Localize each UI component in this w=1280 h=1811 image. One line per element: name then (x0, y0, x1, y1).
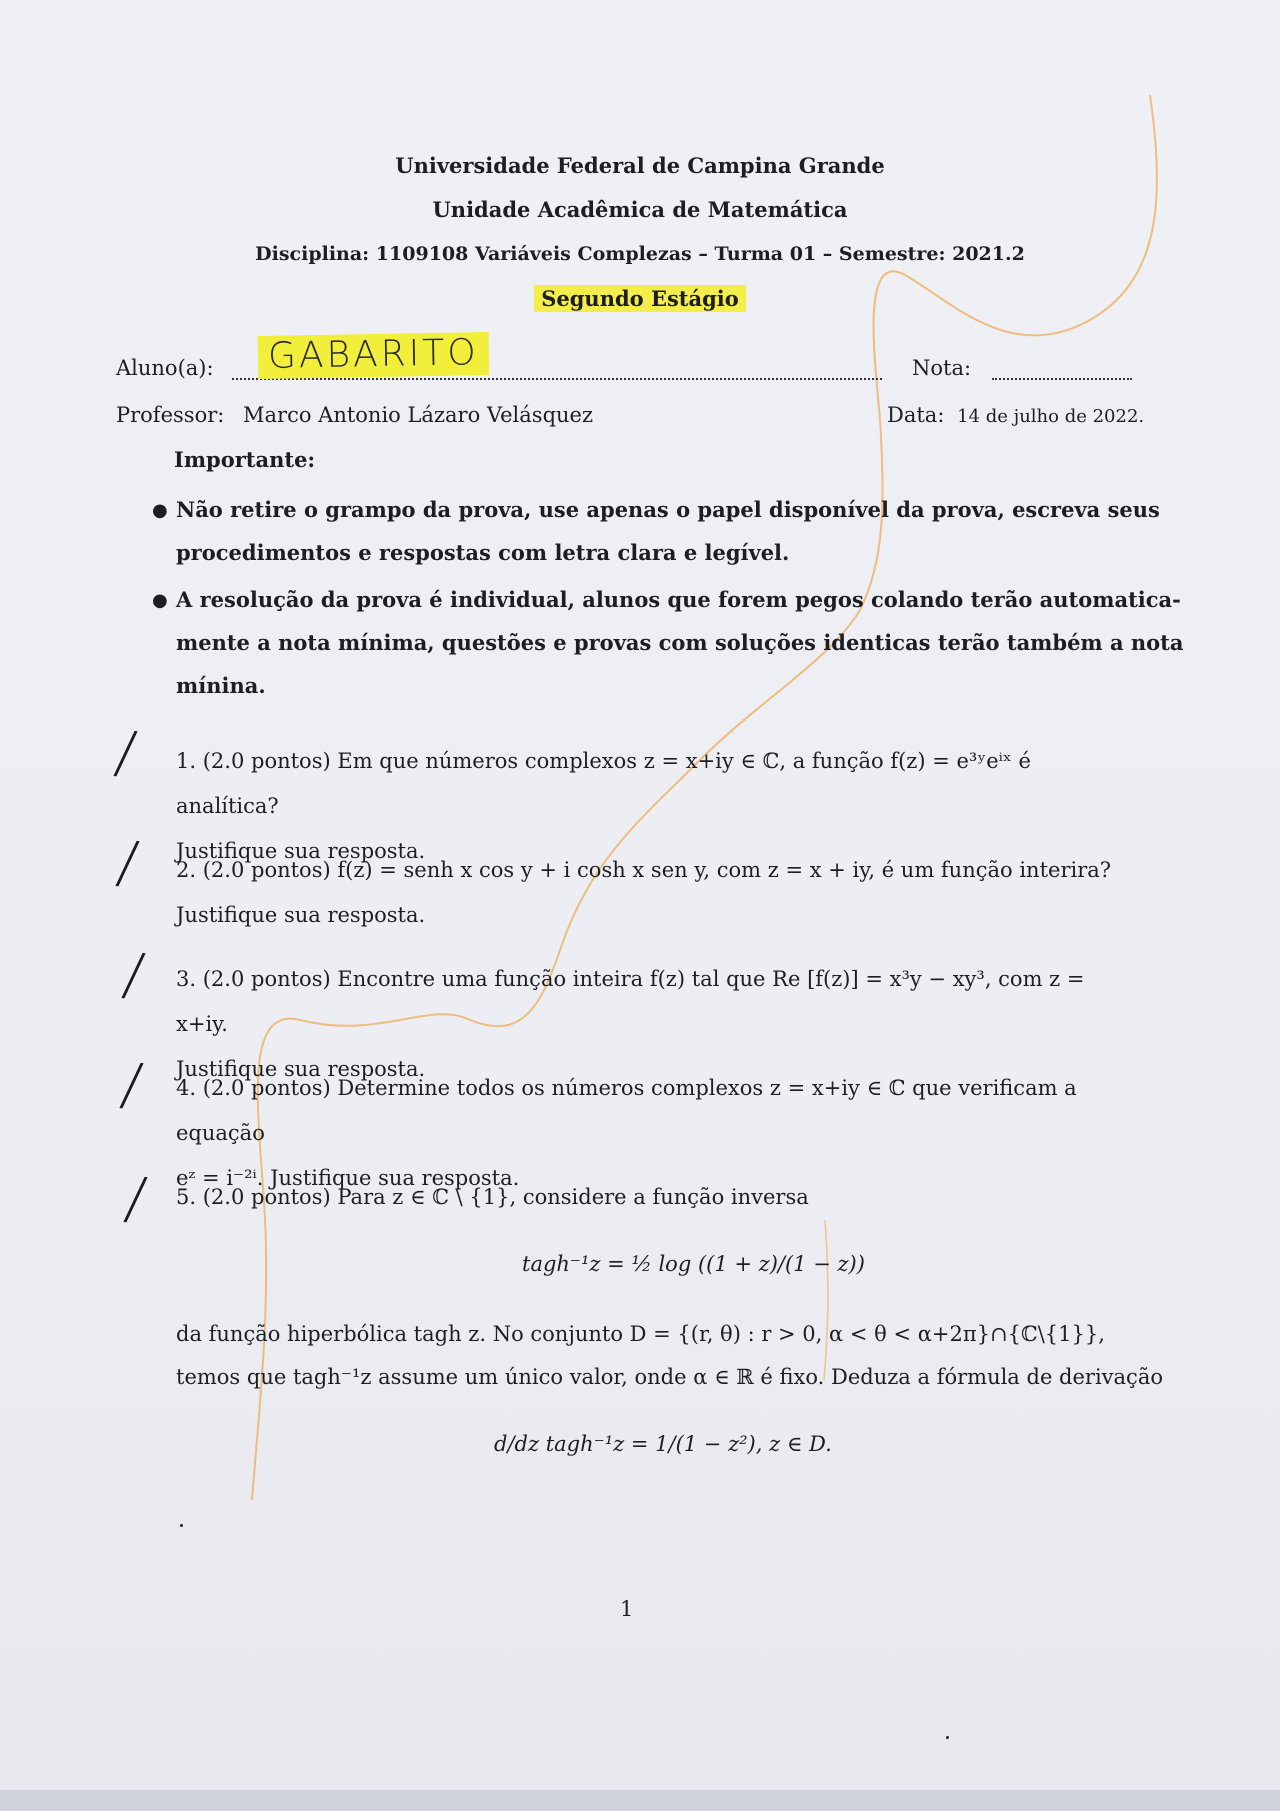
professor-label: Professor: (116, 403, 225, 427)
page-number: 1 (620, 1597, 634, 1621)
important-item-1-line2: procedimentos e respostas com letra clara e legível. (176, 540, 790, 565)
important-item-2 (176, 578, 1183, 707)
professor-name: Marco Antonio Lázaro Velásquez (243, 403, 594, 427)
question-3-line1 (176, 957, 1136, 1047)
important-item-2-line3: mínina. (176, 673, 266, 698)
student-label: Aluno(a): (116, 356, 214, 380)
question-text: Em que números complexos z = x+iy ∈ ℂ, a função f(z) = e³ʸeⁱˣ é analítica? (176, 749, 1031, 818)
question-points: (2.0 pontos) (202, 858, 331, 882)
question-5-text-b: temos que tagh⁻¹z assume um único valor, onde α ∈ ℝ é fixo. Deduza a fórmula de derivação (176, 1365, 1163, 1389)
course-line: Disciplina: 1109108 Variáveis Complezas – Turma 01 – Semestre: 2021.2 (255, 243, 1025, 265)
question-2 (176, 848, 1136, 938)
student-dots (232, 378, 882, 380)
unit-name: Unidade Acadêmica de Matemática (432, 197, 848, 222)
formula-inverse-tagh: tagh⁻¹z = ½ log ((1 + z)/(1 − z)) (522, 1252, 865, 1276)
date-line (887, 403, 1144, 427)
important-item-1 (176, 488, 1160, 574)
question-4-line2: eᶻ = i⁻²ⁱ. Justifique sua resposta. (176, 1166, 520, 1190)
question-number: 5. (176, 1185, 197, 1209)
professor-line (116, 403, 593, 427)
stage-highlight: Segundo Estágio (534, 285, 746, 312)
university-name: Universidade Federal de Campina Grande (395, 153, 885, 178)
question-points: (2.0 pontos) (202, 1185, 331, 1209)
question-number: 2. (176, 858, 197, 882)
paper-speck (946, 1736, 949, 1739)
question-points: (2.0 pontos) (202, 1076, 331, 1100)
question-number: 1. (176, 749, 197, 773)
question-1-line2: Justifique sua resposta. (176, 839, 426, 863)
check-mark-icon: / (119, 938, 149, 1010)
question-5 (176, 1175, 1136, 1220)
question-3-line2: Justifique sua resposta. (176, 1057, 426, 1081)
bullet-icon: ● (152, 590, 168, 611)
date-value: 14 de julho de 2022. (957, 406, 1145, 427)
question-text: Encontre uma função inteira f(z) tal que Re [f(z)] = x³y − xy³, com z = x+iy. (176, 967, 1085, 1036)
question-5-text-a: da função hiperbólica tagh z. No conjunto D = {(r, θ) : r > 0, α < θ < α+2π}∩{ℂ\{1}}, (176, 1322, 1105, 1346)
question-2-line2: Justifique sua resposta. (176, 903, 426, 927)
question-2-line1 (176, 848, 1136, 893)
page-bottom-edge (0, 1790, 1280, 1811)
grade-label: Nota: (912, 356, 972, 380)
student-name-handwritten: GABARITO (258, 332, 489, 379)
question-4-line1 (176, 1066, 1136, 1156)
question-points: (2.0 pontos) (202, 749, 331, 773)
question-text: f(z) = senh x cos y + i cosh x sen y, com z = x + iy, é um função interira? (337, 858, 1112, 882)
question-text: Determine todos os números complexos z = x+iy ∈ ℂ que verificam a equação (176, 1076, 1077, 1145)
question-5-body (176, 1313, 1163, 1399)
check-mark-icon: / (113, 826, 143, 898)
question-number: 4. (176, 1076, 197, 1100)
question-5-line1 (176, 1175, 1136, 1220)
grade-dots (992, 378, 1132, 380)
important-item-2-line1: A resolução da prova é individual, alunos que forem pegos colando terão automatica- (176, 587, 1181, 612)
check-mark-icon: / (111, 716, 141, 788)
question-1-line1 (176, 739, 1136, 829)
important-item-2-line2: mente a nota mínima, questões e provas com soluções identicas terão também a nota (176, 630, 1184, 655)
date-label: Data: (887, 403, 945, 427)
paper-speck (180, 1524, 183, 1527)
important-item-1-line1: Não retire o grampo da prova, use apenas o papel disponível da prova, escreva seus (176, 497, 1160, 522)
question-number: 3. (176, 967, 197, 991)
check-mark-icon: / (117, 1048, 147, 1120)
bullet-icon: ● (152, 500, 168, 521)
formula-derivative: d/dz tagh⁻¹z = 1/(1 − z²), z ∈ D. (494, 1432, 832, 1456)
important-title: Importante: (174, 447, 316, 472)
check-mark-icon: / (121, 1162, 151, 1234)
question-points: (2.0 pontos) (202, 967, 331, 991)
stage-title (0, 286, 1280, 311)
question-text: Para z ∈ ℂ \ {1}, considere a função inversa (337, 1185, 809, 1209)
